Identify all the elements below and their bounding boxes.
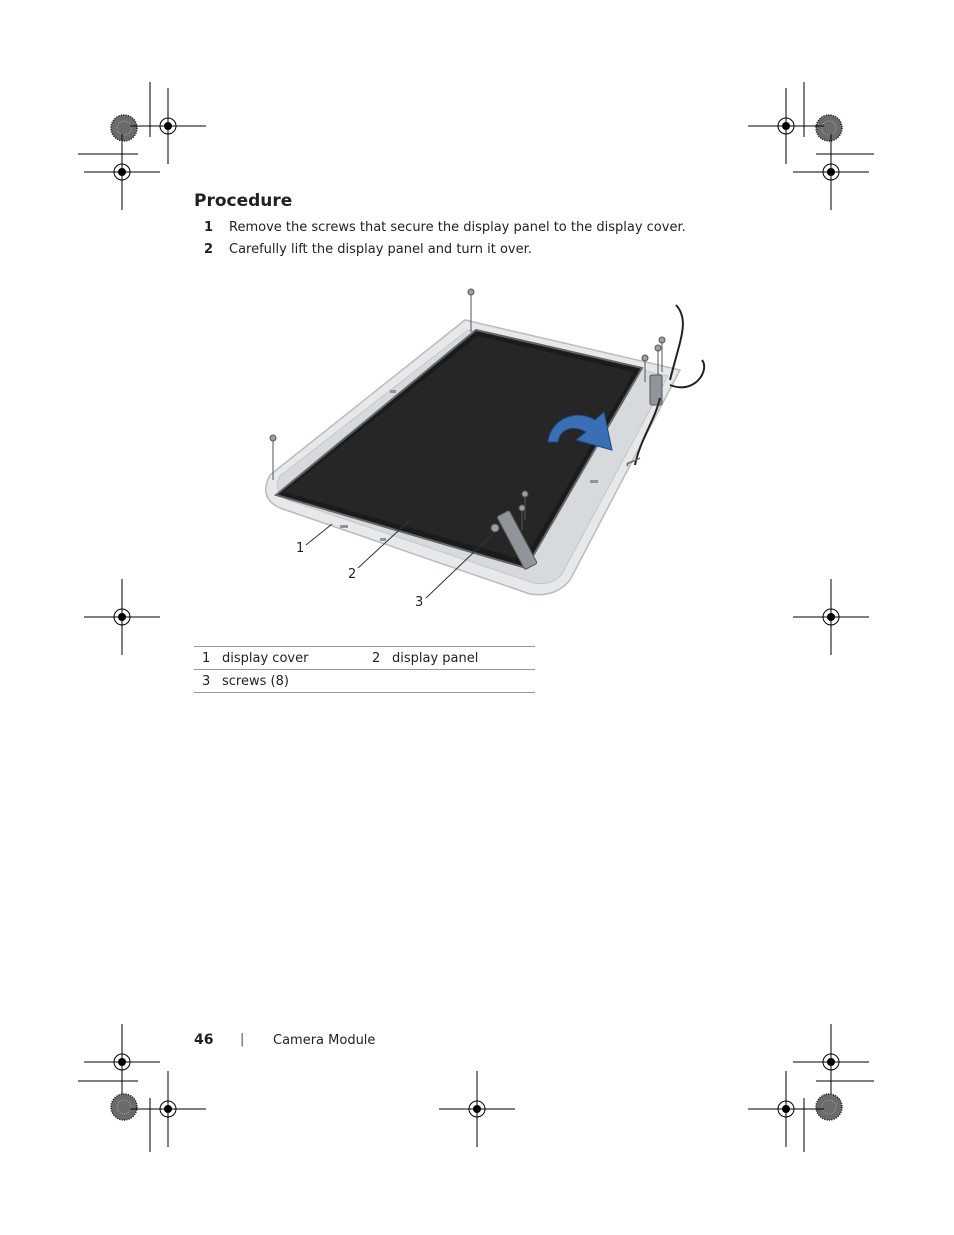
legend-number: 1	[194, 647, 222, 670]
legend-number: 3	[194, 670, 222, 693]
color-wheel-mark	[816, 1094, 842, 1120]
legend-label	[392, 670, 535, 693]
legend-number: 2	[364, 647, 392, 670]
crosshair-mark	[793, 134, 869, 210]
step-text: Remove the screws that secure the display panel to the display cover.	[229, 220, 686, 235]
color-wheel-mark	[111, 1094, 137, 1120]
callout-number: 1	[296, 541, 305, 556]
display-panel-illustration	[240, 280, 720, 620]
crosshair-mark	[84, 134, 160, 210]
table-row	[194, 647, 535, 670]
crosshair-mark	[130, 88, 206, 164]
step-text: Carefully lift the display panel and turn it over.	[229, 242, 532, 257]
page-number: 46	[194, 1032, 214, 1048]
crosshair-mark	[793, 1024, 869, 1100]
crosshair-mark	[793, 579, 869, 655]
crosshair-mark	[748, 1071, 824, 1147]
color-wheel-mark	[111, 115, 137, 141]
callout-number: 2	[348, 567, 357, 582]
table-row	[194, 670, 535, 693]
legend-label: display panel	[392, 647, 535, 670]
crosshair-mark	[439, 1071, 515, 1147]
chapter-title: Camera Module	[273, 1033, 376, 1048]
crosshair-mark	[130, 1071, 206, 1147]
crosshair-mark	[84, 579, 160, 655]
callout-legend-table	[194, 646, 535, 693]
step-number: 1	[204, 220, 214, 235]
section-heading: Procedure	[194, 191, 293, 211]
legend-label: display cover	[222, 647, 364, 670]
legend-label: screws (8)	[222, 670, 364, 693]
callout-number: 3	[415, 595, 424, 610]
crosshair-mark	[748, 88, 824, 164]
color-wheel-mark	[816, 115, 842, 141]
crosshair-mark	[84, 1024, 160, 1100]
footer-separator: |	[240, 1032, 245, 1047]
step-number: 2	[204, 242, 214, 257]
legend-number	[364, 670, 392, 693]
